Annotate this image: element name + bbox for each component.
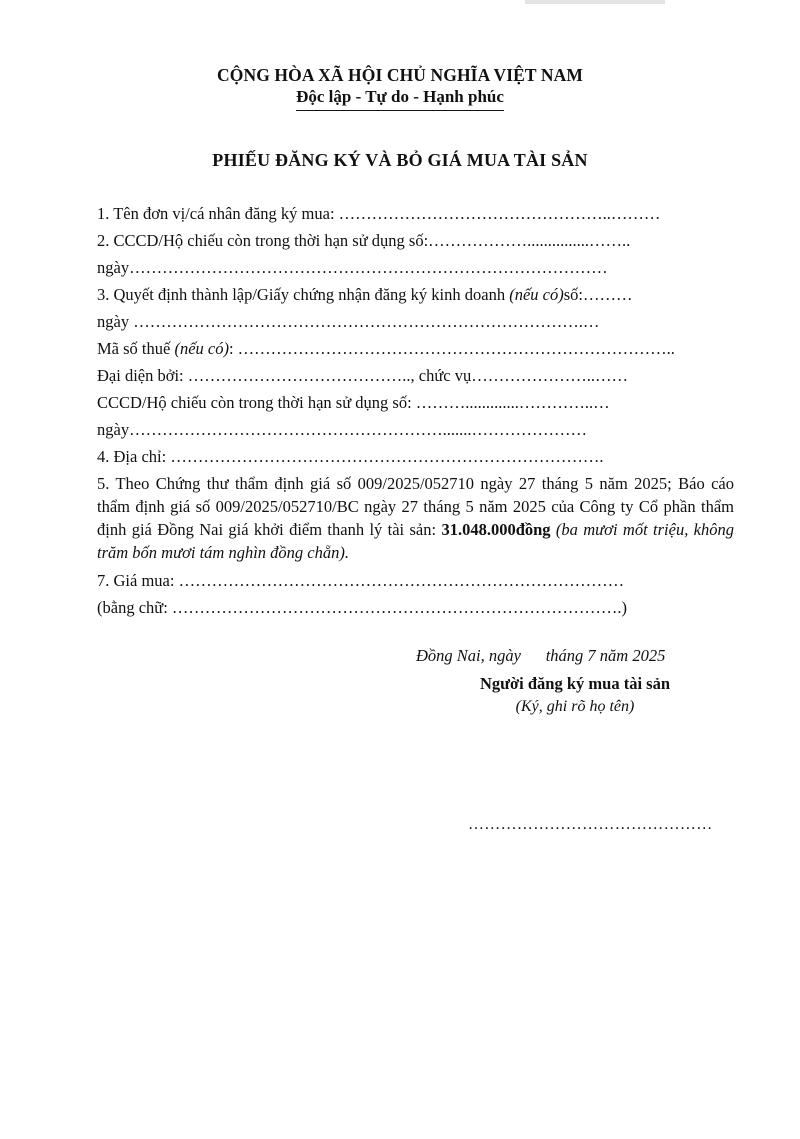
registration-form — [97, 200, 734, 621]
field-tax-code — [97, 335, 734, 362]
field-bid-price: 7. Giá mua: ……………………………………………………………………… — [97, 571, 625, 590]
scan-artifact — [525, 0, 665, 4]
field-bid-price-words: (bằng chữ: ……………………………………………………………………….) — [97, 598, 628, 617]
business-license-note: (nếu có) — [509, 285, 564, 304]
tax-code-label: Mã số thuế — [97, 339, 175, 358]
place-date: Đồng Nai, ngày tháng 7 năm 2025 — [416, 646, 666, 665]
business-license-label: 3. Quyết định thành lập/Giấy chứng nhận đăng ký kinh doanh — [97, 285, 510, 304]
field-registrant-name: 1. Tên đơn vị/cá nhân đăng ký mua: …………………………………………..……… — [97, 204, 661, 223]
field-representative: Đại diện bởi: ………………………………….., chức vụ…………………..…… — [97, 366, 628, 385]
field-rep-id-date: ngày………………………………………………….......………………… — [97, 420, 587, 439]
tax-code-note: (nếu có) — [174, 339, 229, 358]
field-rep-id-number: CCCD/Hộ chiếu còn trong thời hạn sử dụng số: ……….............…………..… — [97, 393, 610, 412]
starting-price-paragraph — [97, 472, 734, 564]
appraisal-text: 5. Theo Chứng thư thẩm định giá số 009/2025/052710 ngày 27 tháng 5 năm 2025; Báo cáo thẩm định giá số 009/2025/052710/BC ngày 27 tháng 5 năm 2025 của Công ty Cổ phần thẩm định giá Đồng Nai giá khởi điểm thanh lý tài sản: — [97, 474, 734, 539]
starting-price-amount: 31.048.000đồng — [441, 520, 551, 539]
document-title: PHIẾU ĐĂNG KÝ VÀ BỎ GIÁ MUA TÀI SẢN — [212, 150, 588, 170]
national-header — [0, 64, 800, 111]
field-address: 4. Địa chỉ: ……………………………………………………………………. — [97, 447, 604, 466]
field-license-date: ngày ……………………………………………………………………….… — [97, 312, 600, 331]
tax-code-value: : …………………………………………………………………….. — [228, 339, 675, 358]
field-business-license — [97, 281, 707, 308]
signature-line: ……………………………………… — [468, 816, 713, 833]
starting-price-words: (ba mươi mốt triệu, không trăm bốn mươi tám nghìn đồng chẵn). — [97, 520, 734, 562]
signer-title: Người đăng ký mua tài sản — [479, 674, 671, 693]
signer-note: (Ký, ghi rõ họ tên) — [515, 698, 635, 715]
field-id-number: 2. CCCD/Hộ chiếu còn trong thời hạn sử dụng số:………………...............…….. — [97, 231, 631, 250]
national-motto: Độc lập - Tự do - Hạnh phúc — [296, 86, 504, 111]
field-id-date: ngày…………………………………………………………………………… — [97, 258, 608, 277]
business-license-number: số:……… — [563, 285, 633, 304]
nation-title: CỘNG HÒA XÃ HỘI CHỦ NGHĨA VIỆT NAM — [217, 65, 583, 85]
